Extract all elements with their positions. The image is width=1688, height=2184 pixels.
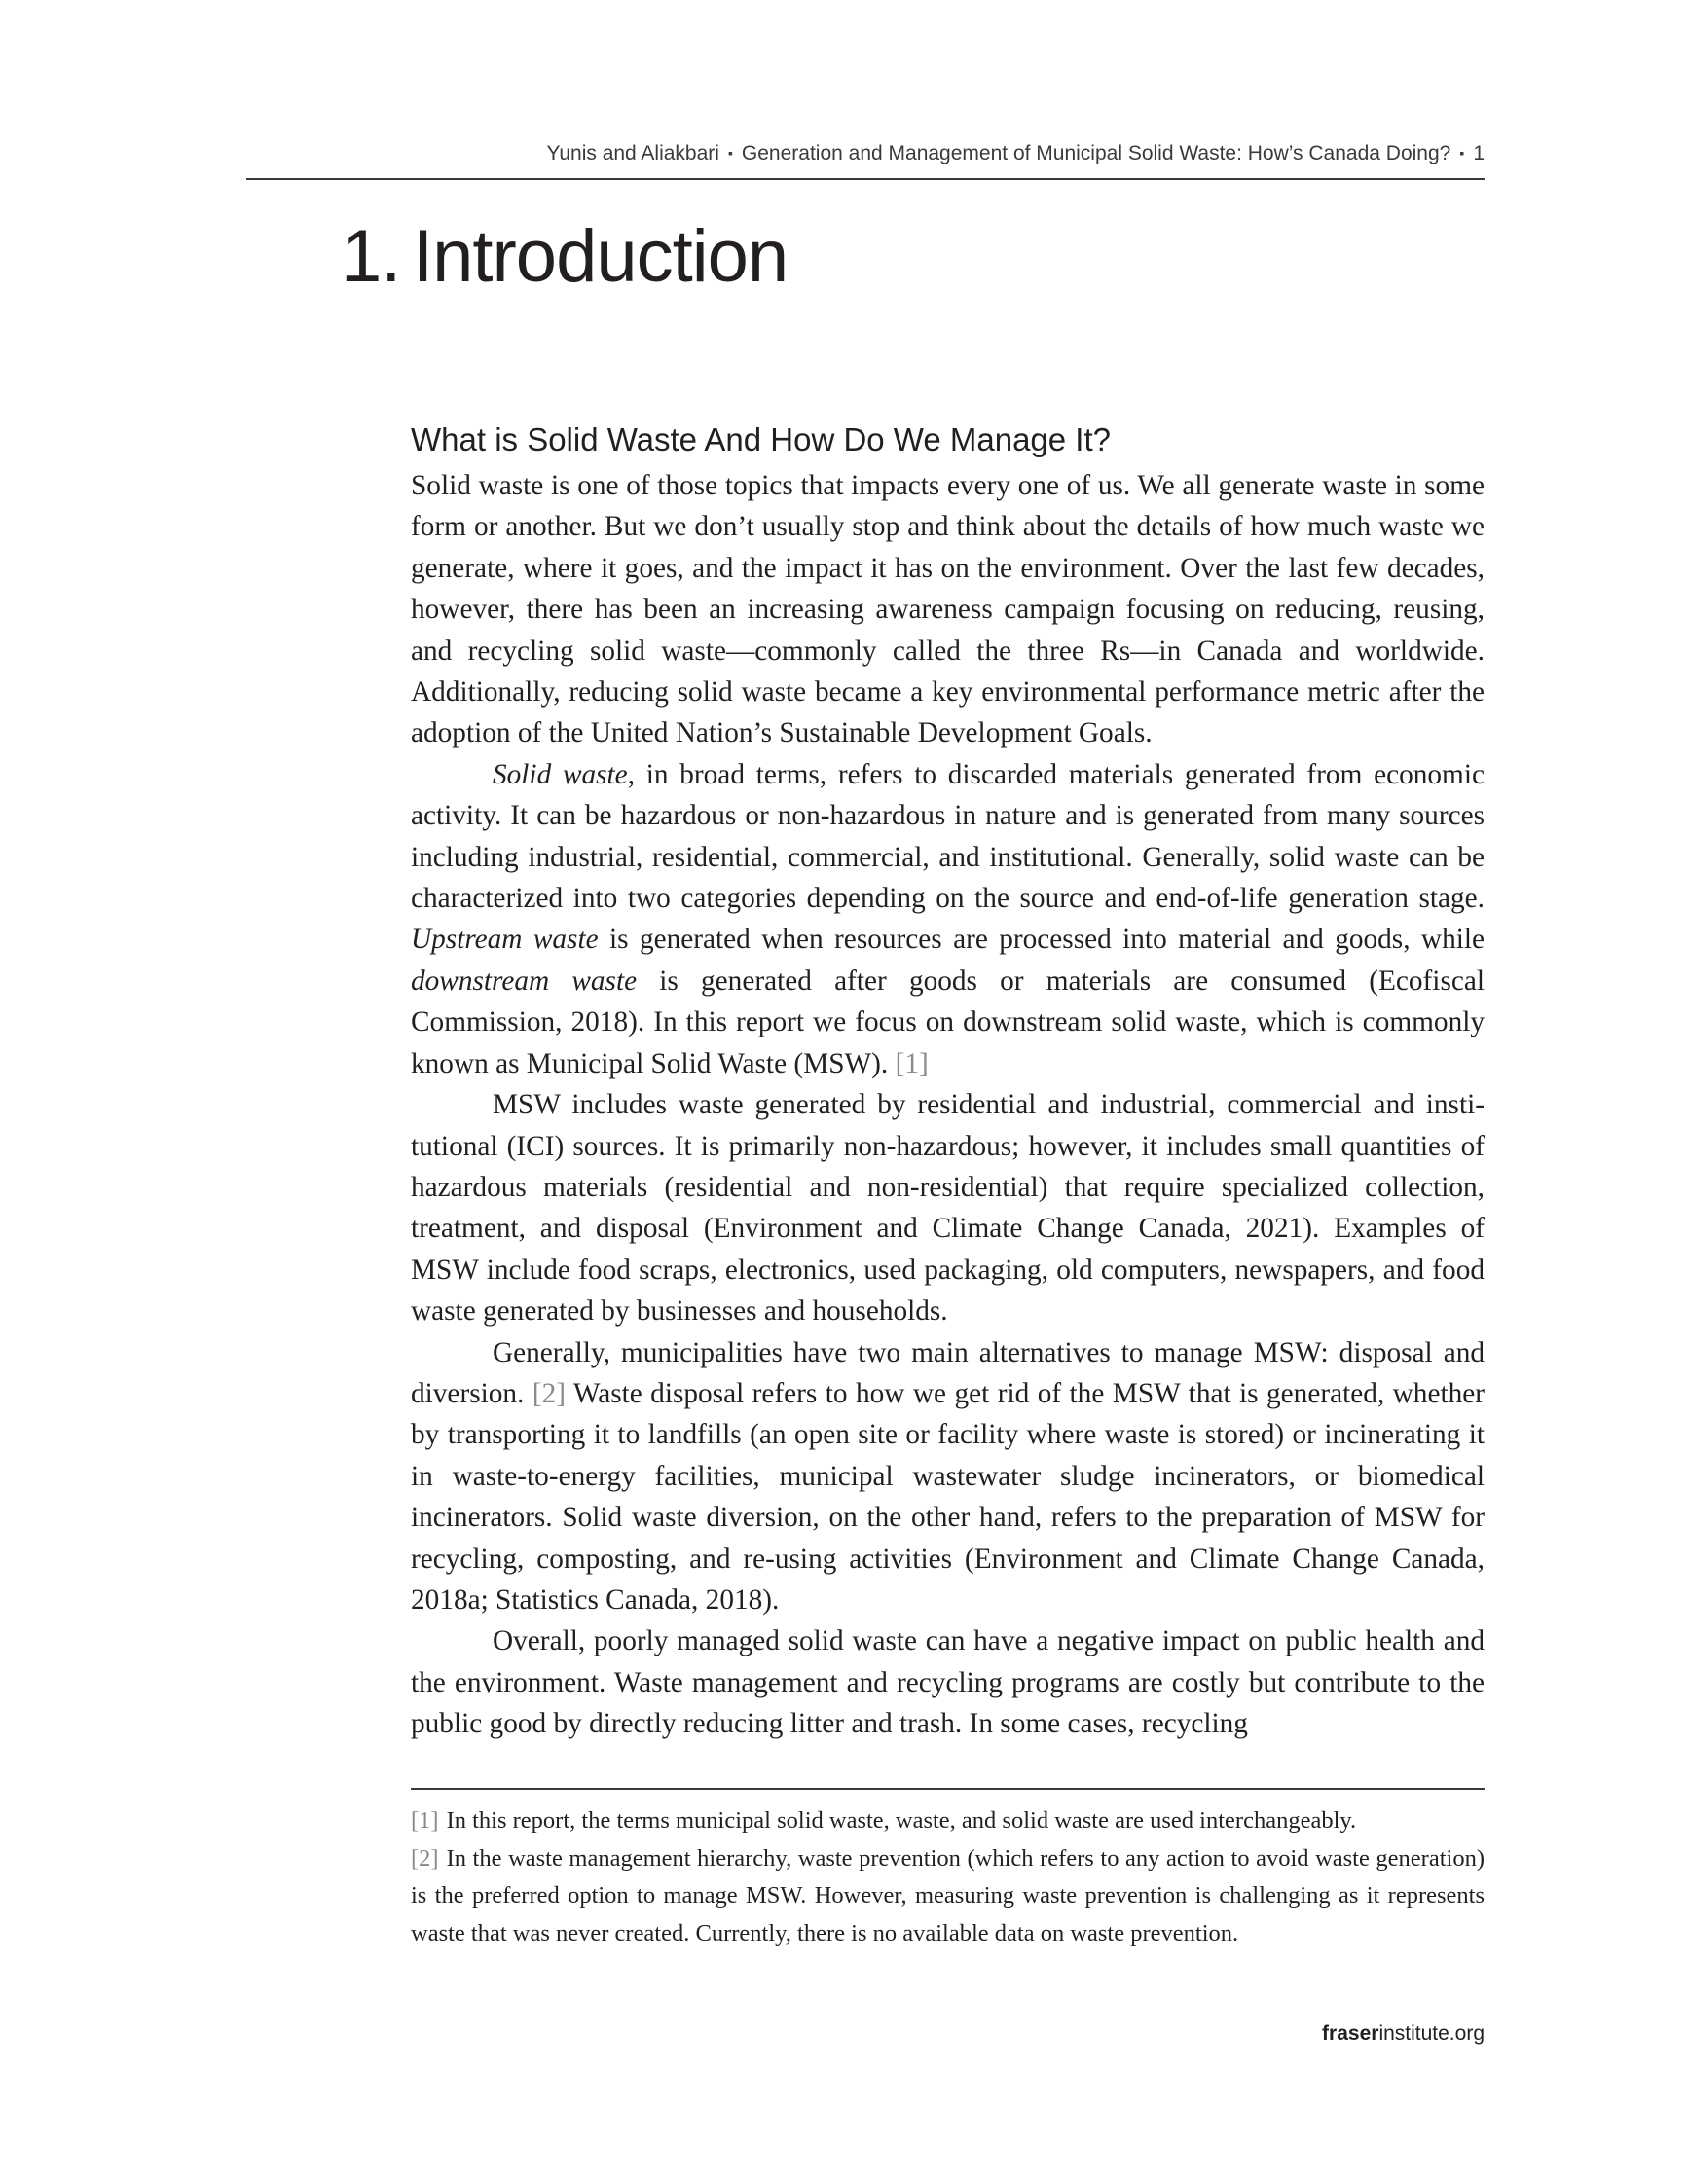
site-name-bold: fraser bbox=[1322, 2022, 1379, 2045]
site-footer[interactable] bbox=[1168, 2022, 1485, 2046]
header-rule bbox=[246, 178, 1485, 180]
paragraph: Overall, poorly managed solid waste can have a negative impact on public health and the environment. Waste management and recycling programs are costly but contribute to the public good by directly reducing litter and trash. In some cases, recycling bbox=[411, 1625, 1485, 1740]
footnotes bbox=[411, 1802, 1485, 1952]
chapter-title bbox=[341, 216, 788, 298]
footnote-text: In the waste management hierarchy, waste prevention (which refers to any action to avoid waste generation) is the preferred option to manage MSW. However, measuring waste prevention is challenging as it represents waste that was never created. Currently, there is no available data on waste prevention. bbox=[411, 1844, 1485, 1947]
chapter-title-text: Introduction bbox=[413, 215, 789, 298]
section-heading: What is Solid Waste And How Do We Manage It? bbox=[411, 421, 1111, 457]
paragraph: Generally, municipalities have two main alternatives to manage MSW: disposal and diversion. [2] Waste disposal refers to how we get rid of the MSW that is generated, whether by transporting it to landfills (an open site or facility where waste is stored) or incinerating it in waste-to-energy facilities, municipal wastewater sludge incinerators, or biomedical incinerators. Solid waste diversion, on the other hand, refers to the preparation of MSW for recycling, composting, and re-using activities (Environment and Climate Change Canada, 2018a; Statistics Canada, 2018). bbox=[411, 1336, 1485, 1616]
page-number: 1 bbox=[1473, 142, 1485, 164]
running-header bbox=[246, 142, 1485, 165]
site-name-rest: institute.org bbox=[1378, 2022, 1485, 2045]
header-separator: ▪ bbox=[1459, 145, 1465, 161]
term-downstream-waste: downstream waste bbox=[411, 965, 638, 997]
header-report-title: Generation and Management of Municipal Solid Waste: How’s Canada Doing? bbox=[741, 142, 1451, 164]
footnote-ref-2[interactable]: [2] bbox=[532, 1377, 566, 1409]
footnote-marker: [1] bbox=[411, 1807, 439, 1834]
body-text bbox=[411, 465, 1485, 1745]
term-solid-waste: Solid waste bbox=[493, 758, 628, 790]
footnote bbox=[411, 1840, 1485, 1953]
footnote bbox=[411, 1802, 1485, 1840]
header-authors: Yunis and Aliakbari bbox=[546, 142, 719, 164]
footnote-rule bbox=[411, 1788, 1485, 1790]
header-separator: ▪ bbox=[727, 145, 733, 161]
footnote-ref-1[interactable]: [1] bbox=[895, 1047, 929, 1079]
footnote-marker: [2] bbox=[411, 1844, 439, 1872]
chapter-number: 1. bbox=[341, 215, 401, 298]
footnote-text: In this report, the terms municipal solid waste, waste, and solid waste are used interchangeably. bbox=[446, 1807, 1357, 1834]
paragraph: Solid waste, in broad terms, refers to discarded materials generated from economic activity. It can be hazardous or non-hazardous in nature and is generated from many sources including industrial, residential, commercial, and institutional. Generally, solid waste can be characterized into two categories depending on the source and end-of-life generation stage. Upstream waste is generated when resources are processed into material and goods, while downstream waste is generated after goods or materials are consumed (Ecofiscal Commission, 2018). In this report we focus on downstream solid waste, which is commonly known as Municipal Solid Waste (MSW). [1] bbox=[411, 758, 1485, 1079]
paragraph: MSW includes waste generated by residential and industrial, commercial and institutional (ICI) sources. It is primarily non-hazardous; however, it includes small quantities of hazardous materials (residential and non-residential) that require specialized collection, treatment, and disposal (Environment and Climate Change Canada, 2021). Examples of MSW include food scraps, electronics, used packaging, old computers, newspapers, and food waste generated by businesses and households. bbox=[411, 1089, 1485, 1328]
term-upstream-waste: Upstream waste bbox=[411, 924, 599, 956]
paragraph: Solid waste is one of those topics that impacts every one of us. We all generate waste in some form or another. But we don’t usually stop and think about the details of how much waste we generate, where it goes, and the impact it has on the environment. Over the last few decades, however, there has been an increasing awareness campaign focusing on reducing, reusing, and recycling solid waste—commonly called the three Rs—in Canada and worldwide. Additionally, reducing solid waste became a key environmental performance metric after the adoption of the United Nation’s Sustainable Development Goals. bbox=[411, 470, 1485, 749]
